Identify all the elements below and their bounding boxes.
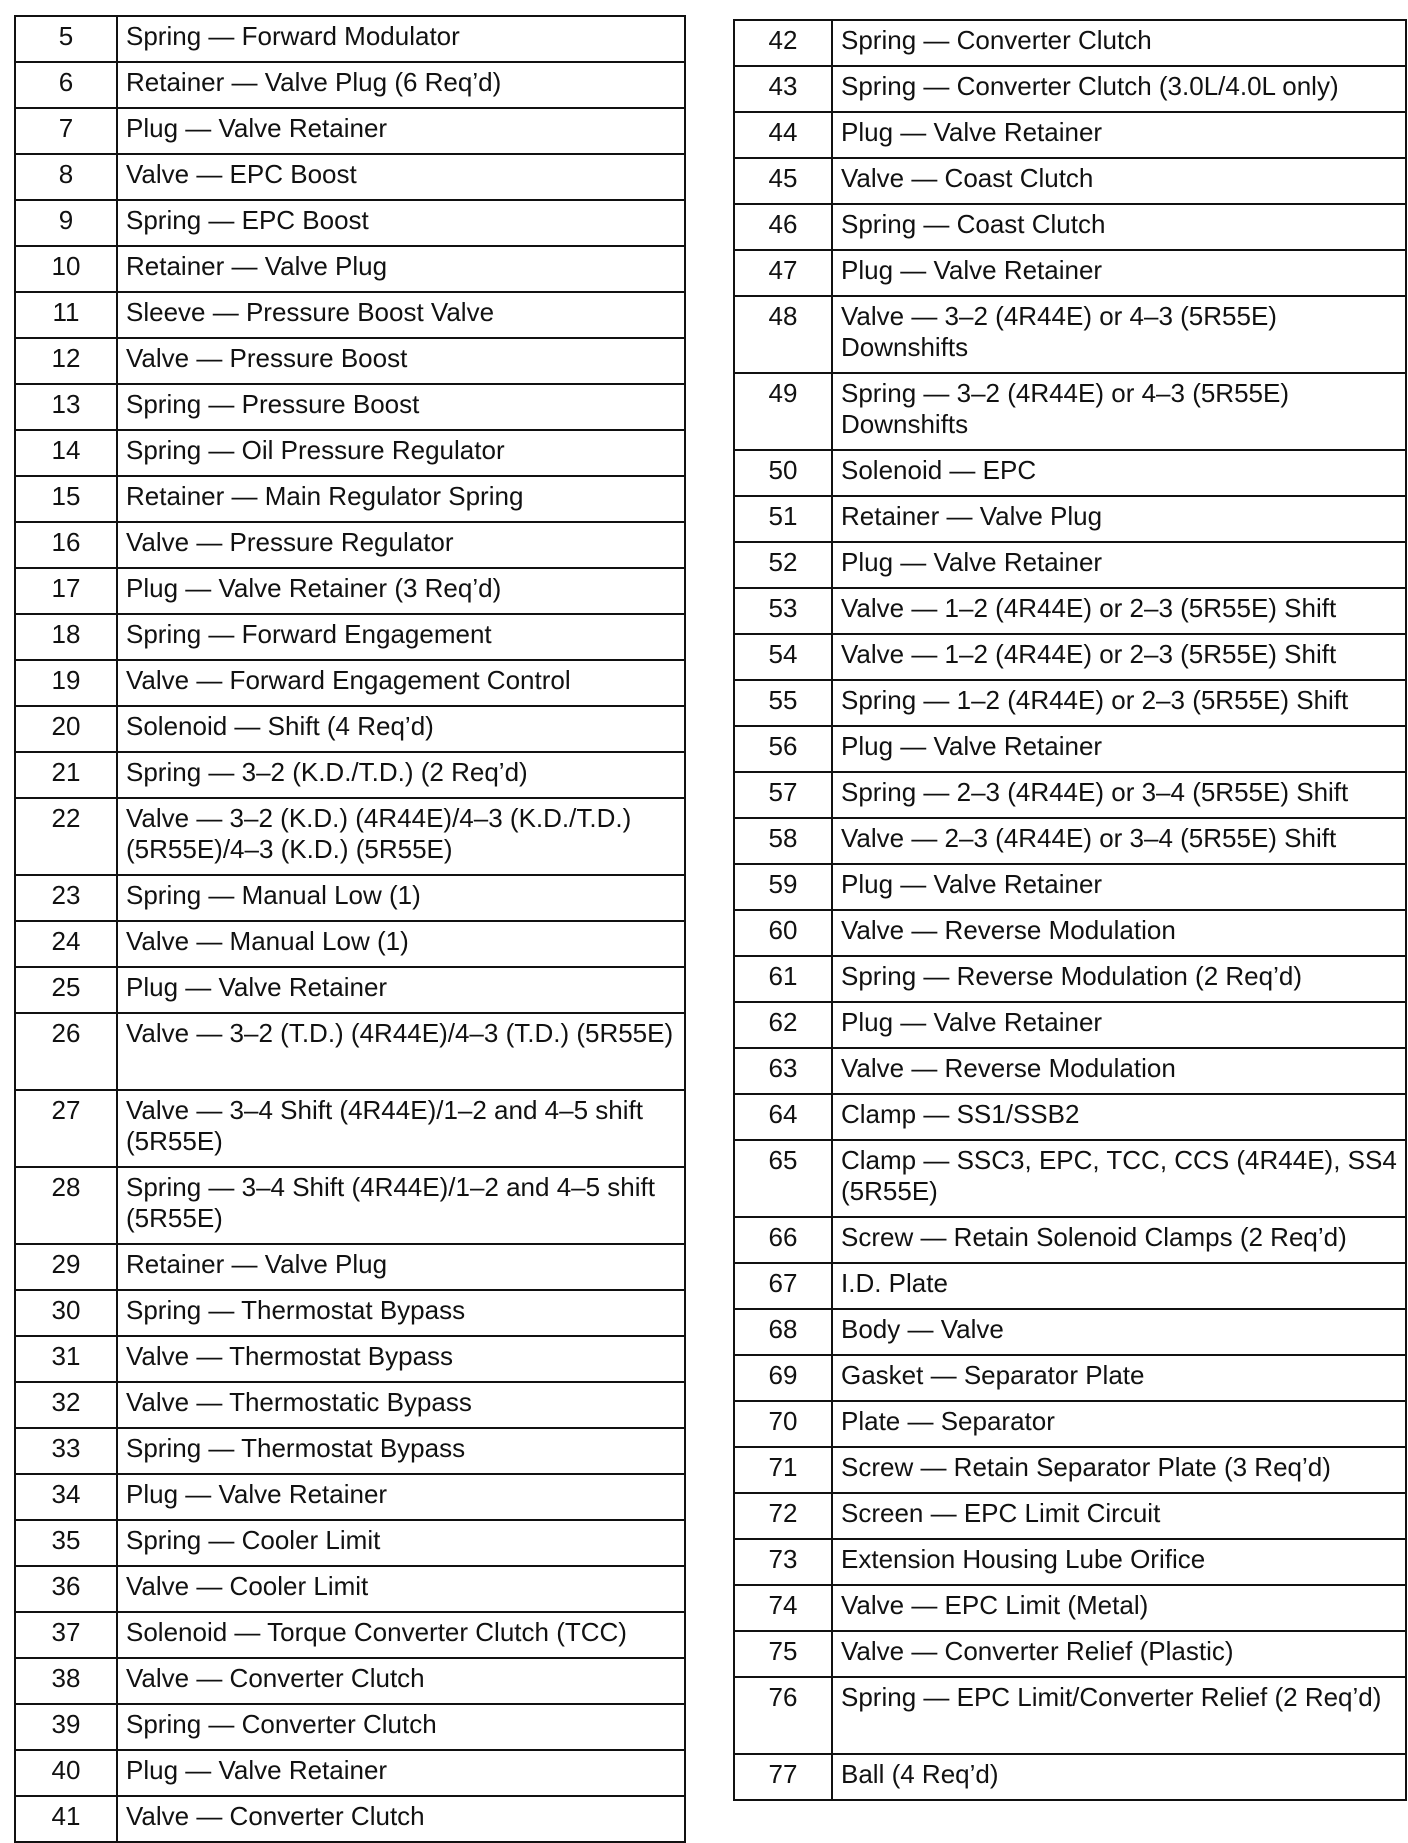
parts-table-left xyxy=(14,15,686,1843)
part-description: Clamp — SS1/SSB2 xyxy=(832,1094,1406,1140)
table-row xyxy=(15,1013,685,1090)
table-row xyxy=(734,1585,1406,1631)
part-description: Solenoid — EPC xyxy=(832,450,1406,496)
part-description: Valve — Thermostatic Bypass xyxy=(117,1382,685,1428)
part-description: Plug — Valve Retainer xyxy=(117,1750,685,1796)
table-row xyxy=(15,1796,685,1842)
table-row xyxy=(15,1520,685,1566)
part-description: Valve — Manual Low (1) xyxy=(117,921,685,967)
part-description: Spring — 3–4 Shift (4R44E)/1–2 and 4–5 shift (5R55E) xyxy=(117,1167,685,1244)
part-number: 37 xyxy=(15,1612,117,1658)
table-row xyxy=(734,1754,1406,1800)
part-description: Plug — Valve Retainer xyxy=(832,726,1406,772)
table-row xyxy=(15,1244,685,1290)
table-row xyxy=(734,250,1406,296)
part-description: Plug — Valve Retainer xyxy=(117,108,685,154)
table-row xyxy=(734,20,1406,66)
part-description: I.D. Plate xyxy=(832,1263,1406,1309)
part-number: 39 xyxy=(15,1704,117,1750)
part-number: 13 xyxy=(15,384,117,430)
part-description: Retainer — Valve Plug xyxy=(117,246,685,292)
part-description: Solenoid — Torque Converter Clutch (TCC) xyxy=(117,1612,685,1658)
part-description: Spring — Converter Clutch xyxy=(832,20,1406,66)
part-description: Spring — Reverse Modulation (2 Req’d) xyxy=(832,956,1406,1002)
part-number: 40 xyxy=(15,1750,117,1796)
part-number: 45 xyxy=(734,158,832,204)
part-description: Spring — Oil Pressure Regulator xyxy=(117,430,685,476)
table-row xyxy=(15,1167,685,1244)
part-number: 62 xyxy=(734,1002,832,1048)
part-number: 33 xyxy=(15,1428,117,1474)
table-row xyxy=(734,1631,1406,1677)
part-description: Plug — Valve Retainer xyxy=(832,112,1406,158)
part-number: 26 xyxy=(15,1013,117,1090)
table-row xyxy=(734,450,1406,496)
part-number: 73 xyxy=(734,1539,832,1585)
table-row xyxy=(15,568,685,614)
table-row xyxy=(734,1539,1406,1585)
part-number: 52 xyxy=(734,542,832,588)
table-row xyxy=(15,1336,685,1382)
part-number: 76 xyxy=(734,1677,832,1754)
part-number: 31 xyxy=(15,1336,117,1382)
part-number: 24 xyxy=(15,921,117,967)
table-row xyxy=(15,292,685,338)
part-number: 63 xyxy=(734,1048,832,1094)
part-description: Sleeve — Pressure Boost Valve xyxy=(117,292,685,338)
part-number: 46 xyxy=(734,204,832,250)
part-number: 54 xyxy=(734,634,832,680)
table-row xyxy=(15,476,685,522)
part-description: Plug — Valve Retainer xyxy=(832,250,1406,296)
part-number: 66 xyxy=(734,1217,832,1263)
part-number: 25 xyxy=(15,967,117,1013)
part-description: Valve — Pressure Regulator xyxy=(117,522,685,568)
table-row xyxy=(15,62,685,108)
part-number: 34 xyxy=(15,1474,117,1520)
table-row xyxy=(15,798,685,875)
part-description: Valve — EPC Limit (Metal) xyxy=(832,1585,1406,1631)
part-number: 75 xyxy=(734,1631,832,1677)
part-number: 55 xyxy=(734,680,832,726)
table-row xyxy=(734,1217,1406,1263)
part-description: Valve — Pressure Boost xyxy=(117,338,685,384)
part-number: 28 xyxy=(15,1167,117,1244)
part-description: Valve — Forward Engagement Control xyxy=(117,660,685,706)
table-row xyxy=(734,1493,1406,1539)
part-description: Valve — Thermostat Bypass xyxy=(117,1336,685,1382)
table-row xyxy=(734,373,1406,450)
table-row xyxy=(734,112,1406,158)
part-number: 58 xyxy=(734,818,832,864)
part-number: 41 xyxy=(15,1796,117,1842)
part-description: Spring — EPC Limit/Converter Relief (2 Req’d) xyxy=(832,1677,1406,1754)
part-number: 72 xyxy=(734,1493,832,1539)
part-number: 56 xyxy=(734,726,832,772)
table-row xyxy=(734,1263,1406,1309)
table-row xyxy=(15,1382,685,1428)
part-description: Plug — Valve Retainer xyxy=(117,1474,685,1520)
part-description: Spring — EPC Boost xyxy=(117,200,685,246)
part-number: 15 xyxy=(15,476,117,522)
part-description: Spring — Thermostat Bypass xyxy=(117,1428,685,1474)
part-number: 48 xyxy=(734,296,832,373)
table-row xyxy=(15,614,685,660)
table-row xyxy=(15,921,685,967)
table-row xyxy=(15,752,685,798)
part-description: Spring — Cooler Limit xyxy=(117,1520,685,1566)
table-row xyxy=(734,496,1406,542)
part-number: 21 xyxy=(15,752,117,798)
table-row xyxy=(734,296,1406,373)
table-row xyxy=(15,706,685,752)
part-number: 35 xyxy=(15,1520,117,1566)
part-description: Valve — 3–2 (4R44E) or 4–3 (5R55E) Downshifts xyxy=(832,296,1406,373)
table-row xyxy=(734,1355,1406,1401)
part-description: Valve — Reverse Modulation xyxy=(832,910,1406,956)
part-number: 59 xyxy=(734,864,832,910)
table-row xyxy=(734,1677,1406,1754)
part-number: 9 xyxy=(15,200,117,246)
part-number: 30 xyxy=(15,1290,117,1336)
part-number: 22 xyxy=(15,798,117,875)
part-number: 19 xyxy=(15,660,117,706)
part-description: Spring — Converter Clutch (3.0L/4.0L only) xyxy=(832,66,1406,112)
table-row xyxy=(15,1704,685,1750)
part-number: 70 xyxy=(734,1401,832,1447)
part-number: 23 xyxy=(15,875,117,921)
part-description: Valve — 2–3 (4R44E) or 3–4 (5R55E) Shift xyxy=(832,818,1406,864)
table-row xyxy=(15,1658,685,1704)
part-number: 61 xyxy=(734,956,832,1002)
part-number: 71 xyxy=(734,1447,832,1493)
part-description: Plug — Valve Retainer xyxy=(832,1002,1406,1048)
part-description: Valve — 3–2 (K.D.) (4R44E)/4–3 (K.D./T.D.) (5R55E)/4–3 (K.D.) (5R55E) xyxy=(117,798,685,875)
table-row xyxy=(15,1090,685,1167)
table-row xyxy=(734,1002,1406,1048)
part-description: Valve — 1–2 (4R44E) or 2–3 (5R55E) Shift xyxy=(832,634,1406,680)
table-row xyxy=(15,200,685,246)
part-number: 7 xyxy=(15,108,117,154)
part-description: Valve — 3–2 (T.D.) (4R44E)/4–3 (T.D.) (5R55E) xyxy=(117,1013,685,1090)
table-row xyxy=(15,430,685,476)
table-row xyxy=(15,1474,685,1520)
part-number: 74 xyxy=(734,1585,832,1631)
part-description: Valve — 1–2 (4R44E) or 2–3 (5R55E) Shift xyxy=(832,588,1406,634)
part-number: 20 xyxy=(15,706,117,752)
part-number: 50 xyxy=(734,450,832,496)
part-number: 16 xyxy=(15,522,117,568)
part-number: 77 xyxy=(734,1754,832,1800)
table-row xyxy=(734,1309,1406,1355)
part-description: Plug — Valve Retainer (3 Req’d) xyxy=(117,568,685,614)
table-row xyxy=(15,967,685,1013)
table-row xyxy=(15,522,685,568)
table-row xyxy=(15,875,685,921)
table-row xyxy=(15,154,685,200)
table-row xyxy=(15,1428,685,1474)
table-row xyxy=(734,726,1406,772)
part-number: 14 xyxy=(15,430,117,476)
table-row xyxy=(15,16,685,62)
part-number: 42 xyxy=(734,20,832,66)
table-row xyxy=(734,680,1406,726)
table-row xyxy=(15,1290,685,1336)
part-number: 68 xyxy=(734,1309,832,1355)
table-row xyxy=(15,338,685,384)
part-number: 32 xyxy=(15,1382,117,1428)
part-description: Spring — Coast Clutch xyxy=(832,204,1406,250)
table-row xyxy=(734,204,1406,250)
part-description: Valve — Cooler Limit xyxy=(117,1566,685,1612)
part-description: Extension Housing Lube Orifice xyxy=(832,1539,1406,1585)
table-row xyxy=(734,634,1406,680)
part-description: Spring — 3–2 (K.D./T.D.) (2 Req’d) xyxy=(117,752,685,798)
part-number: 47 xyxy=(734,250,832,296)
part-number: 36 xyxy=(15,1566,117,1612)
table-row xyxy=(734,1140,1406,1217)
part-description: Screen — EPC Limit Circuit xyxy=(832,1493,1406,1539)
part-number: 51 xyxy=(734,496,832,542)
part-description: Retainer — Main Regulator Spring xyxy=(117,476,685,522)
part-description: Spring — Converter Clutch xyxy=(117,1704,685,1750)
part-description: Spring — Forward Modulator xyxy=(117,16,685,62)
part-description: Spring — 1–2 (4R44E) or 2–3 (5R55E) Shift xyxy=(832,680,1406,726)
table-row xyxy=(15,108,685,154)
part-description: Spring — Thermostat Bypass xyxy=(117,1290,685,1336)
parts-table-right xyxy=(733,19,1407,1801)
table-row xyxy=(734,772,1406,818)
part-description: Plate — Separator xyxy=(832,1401,1406,1447)
part-description: Valve — Converter Clutch xyxy=(117,1658,685,1704)
table-row xyxy=(15,246,685,292)
part-description: Retainer — Valve Plug (6 Req’d) xyxy=(117,62,685,108)
table-row xyxy=(734,1447,1406,1493)
part-description: Valve — Converter Clutch xyxy=(117,1796,685,1842)
part-number: 27 xyxy=(15,1090,117,1167)
part-number: 44 xyxy=(734,112,832,158)
part-number: 17 xyxy=(15,568,117,614)
table-row xyxy=(734,910,1406,956)
part-description: Spring — Manual Low (1) xyxy=(117,875,685,921)
table-row xyxy=(734,1048,1406,1094)
part-number: 6 xyxy=(15,62,117,108)
table-row xyxy=(15,660,685,706)
part-description: Spring — 2–3 (4R44E) or 3–4 (5R55E) Shift xyxy=(832,772,1406,818)
table-row xyxy=(15,1612,685,1658)
part-number: 64 xyxy=(734,1094,832,1140)
table-row xyxy=(734,864,1406,910)
part-description: Valve — EPC Boost xyxy=(117,154,685,200)
table-row xyxy=(15,1750,685,1796)
part-description: Ball (4 Req’d) xyxy=(832,1754,1406,1800)
part-description: Spring — Pressure Boost xyxy=(117,384,685,430)
part-description: Screw — Retain Solenoid Clamps (2 Req’d) xyxy=(832,1217,1406,1263)
part-number: 57 xyxy=(734,772,832,818)
part-number: 67 xyxy=(734,1263,832,1309)
table-row xyxy=(734,588,1406,634)
part-number: 29 xyxy=(15,1244,117,1290)
table-row xyxy=(734,1401,1406,1447)
part-number: 43 xyxy=(734,66,832,112)
part-description: Valve — Reverse Modulation xyxy=(832,1048,1406,1094)
part-description: Plug — Valve Retainer xyxy=(117,967,685,1013)
part-description: Spring — 3–2 (4R44E) or 4–3 (5R55E) Downshifts xyxy=(832,373,1406,450)
part-number: 60 xyxy=(734,910,832,956)
part-number: 65 xyxy=(734,1140,832,1217)
part-description: Valve — Coast Clutch xyxy=(832,158,1406,204)
table-row xyxy=(734,158,1406,204)
part-number: 12 xyxy=(15,338,117,384)
table-row xyxy=(734,818,1406,864)
part-description: Clamp — SSC3, EPC, TCC, CCS (4R44E), SS4 (5R55E) xyxy=(832,1140,1406,1217)
part-number: 11 xyxy=(15,292,117,338)
part-description: Body — Valve xyxy=(832,1309,1406,1355)
part-number: 53 xyxy=(734,588,832,634)
part-description: Retainer — Valve Plug xyxy=(117,1244,685,1290)
part-description: Retainer — Valve Plug xyxy=(832,496,1406,542)
part-number: 38 xyxy=(15,1658,117,1704)
part-number: 8 xyxy=(15,154,117,200)
part-number: 5 xyxy=(15,16,117,62)
part-number: 49 xyxy=(734,373,832,450)
part-number: 10 xyxy=(15,246,117,292)
part-description: Plug — Valve Retainer xyxy=(832,542,1406,588)
part-description: Valve — 3–4 Shift (4R44E)/1–2 and 4–5 shift (5R55E) xyxy=(117,1090,685,1167)
table-row xyxy=(15,384,685,430)
part-description: Spring — Forward Engagement xyxy=(117,614,685,660)
part-description: Screw — Retain Separator Plate (3 Req’d) xyxy=(832,1447,1406,1493)
part-number: 18 xyxy=(15,614,117,660)
part-number: 69 xyxy=(734,1355,832,1401)
part-description: Gasket — Separator Plate xyxy=(832,1355,1406,1401)
table-row xyxy=(734,956,1406,1002)
table-row xyxy=(734,542,1406,588)
part-description: Solenoid — Shift (4 Req’d) xyxy=(117,706,685,752)
part-description: Plug — Valve Retainer xyxy=(832,864,1406,910)
table-row xyxy=(734,66,1406,112)
part-description: Valve — Converter Relief (Plastic) xyxy=(832,1631,1406,1677)
table-row xyxy=(734,1094,1406,1140)
table-row xyxy=(15,1566,685,1612)
